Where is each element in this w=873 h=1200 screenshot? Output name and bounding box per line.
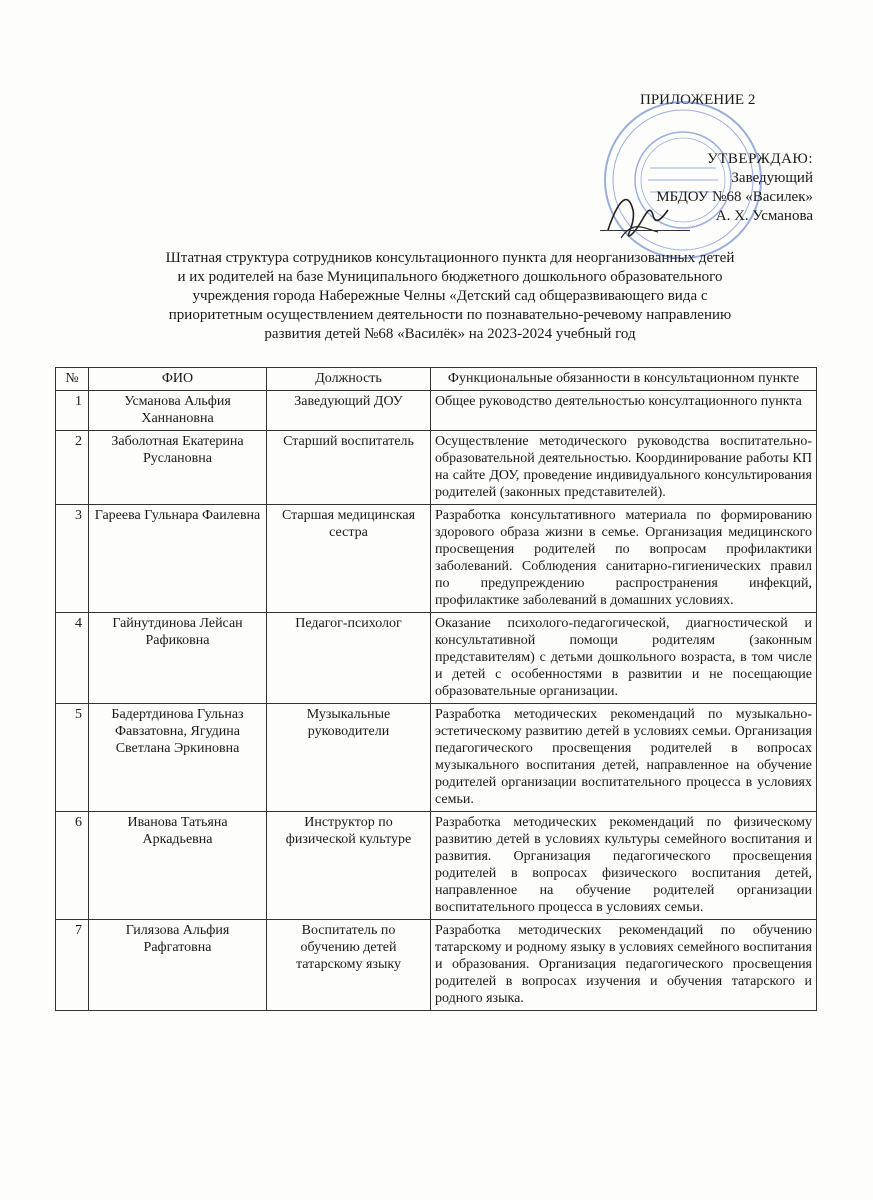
approval-name: А. Х. Усманова	[715, 208, 813, 224]
row-position: Педагог-психолог	[267, 613, 431, 704]
table-row	[56, 704, 817, 812]
approval-block	[656, 150, 813, 226]
approval-role: Заведующий	[731, 170, 813, 186]
row-name: Гайнутдинова Лейсан Рафиковна	[89, 613, 267, 704]
row-duties: Разработка методических рекомендаций по музыкально-эстетическому развитию детей в условиях семьи. Организация педагогического просвещения родителей в вопросах музыкального воспитания детей, направленное на обучение родителей организации воспитательного процесса в условиях семьи.	[431, 704, 817, 812]
table-header-row	[56, 368, 817, 391]
title-line: и их родителей на базе Муниципального бюджетного дошкольного образовательного	[177, 269, 723, 285]
row-num: 4	[56, 613, 89, 704]
table-row	[56, 431, 817, 505]
approval-title: УТВЕРЖДАЮ:	[707, 151, 813, 167]
row-duties: Осуществление методического руководства воспитательно-образовательной деятельностью. Координирование работы КП на сайте ДОУ, проведение индивидуального консультирования родителей (законных представителей).	[431, 431, 817, 505]
row-position: Старшая медицинская сестра	[267, 505, 431, 613]
header-position: Должность	[267, 368, 431, 391]
row-name: Иванова Татьяна Аркадьевна	[89, 812, 267, 920]
signature	[603, 180, 673, 250]
table-row	[56, 812, 817, 920]
row-position: Воспитатель по обучению детей татарскому языку	[267, 920, 431, 1011]
header-duties: Функциональные обязанности в консультационном пункте	[431, 368, 817, 391]
row-position: Инструктор по физической культуре	[267, 812, 431, 920]
row-position: Старший воспитатель	[267, 431, 431, 505]
header-num: №	[56, 368, 89, 391]
row-name: Гареева Гульнара Фаилевна	[89, 505, 267, 613]
row-num: 7	[56, 920, 89, 1011]
approval-organization: МБДОУ №68 «Василек»	[656, 189, 813, 205]
table-row	[56, 391, 817, 431]
title-line: приоритетным осуществлением деятельности по познавательно-речевому направлению	[168, 307, 732, 323]
row-num: 6	[56, 812, 89, 920]
row-name: Бадертдинова Гульназ Фавзатовна, Ягудина Светлана Эркиновна	[89, 704, 267, 812]
table-row	[56, 613, 817, 704]
row-name: Усманова Альфия Ханнановна	[89, 391, 267, 431]
row-num: 5	[56, 704, 89, 812]
row-duties: Общее руководство деятельностью консултационного пункта	[431, 391, 817, 431]
row-duties: Разработка методических рекомендаций по физическому развитию детей в условиях культуры семейного воспитания и развития. Организация педагогического просвещения родителей в вопросах физического воспитания детей, направленное на обучение родителей организации воспитательного процесса в условиях семьи.	[431, 812, 817, 920]
header-name: ФИО	[89, 368, 267, 391]
row-duties: Разработка методических рекомендаций по обучению татарскому и родному языку в условиях семейного воспитания и образования. Организация педагогического просвещения родителей в вопросах изучения и обучения татарского и родного языка.	[431, 920, 817, 1011]
signature-line	[600, 230, 690, 231]
row-name: Заболотная Екатерина Руслановна	[89, 431, 267, 505]
row-duties: Оказание психолого-педагогической, диагностической и консультативной помощи родителям (законным представителям) с детьми дошкольного возраста, в том числе и детей с особенностями в развитии и не посещающие образовательные организации.	[431, 613, 817, 704]
row-duties: Разработка консультативного материала по формированию здорового образа жизни в семье. Организация медицинского просвещения родителей по вопросам профилактики заболеваний. Соблюдения санитарно-гигиенических правил по предупреждению распространения инфекций, профилактике заболеваний в домашних условиях.	[431, 505, 817, 613]
row-position: Заведующий ДОУ	[267, 391, 431, 431]
row-num: 3	[56, 505, 89, 613]
staff-table	[55, 367, 817, 1011]
title-line: Штатная структура сотрудников консультационного пункта для неорганизованных детей	[165, 250, 735, 266]
row-num: 1	[56, 391, 89, 431]
title-line: учреждения города Набережные Челны «Детский сад общеразвивающего вида с	[192, 288, 708, 304]
appendix-label: ПРИЛОЖЕНИЕ 2	[640, 92, 756, 108]
row-num: 2	[56, 431, 89, 505]
row-name: Гилязова Альфия Рафгатовна	[89, 920, 267, 1011]
row-position: Музыкальные руководители	[267, 704, 431, 812]
table-row	[56, 920, 817, 1011]
title-line: развития детей №68 «Василёк» на 2023-2024 учебный год	[264, 326, 636, 342]
table-row	[56, 505, 817, 613]
document-title	[130, 249, 770, 344]
